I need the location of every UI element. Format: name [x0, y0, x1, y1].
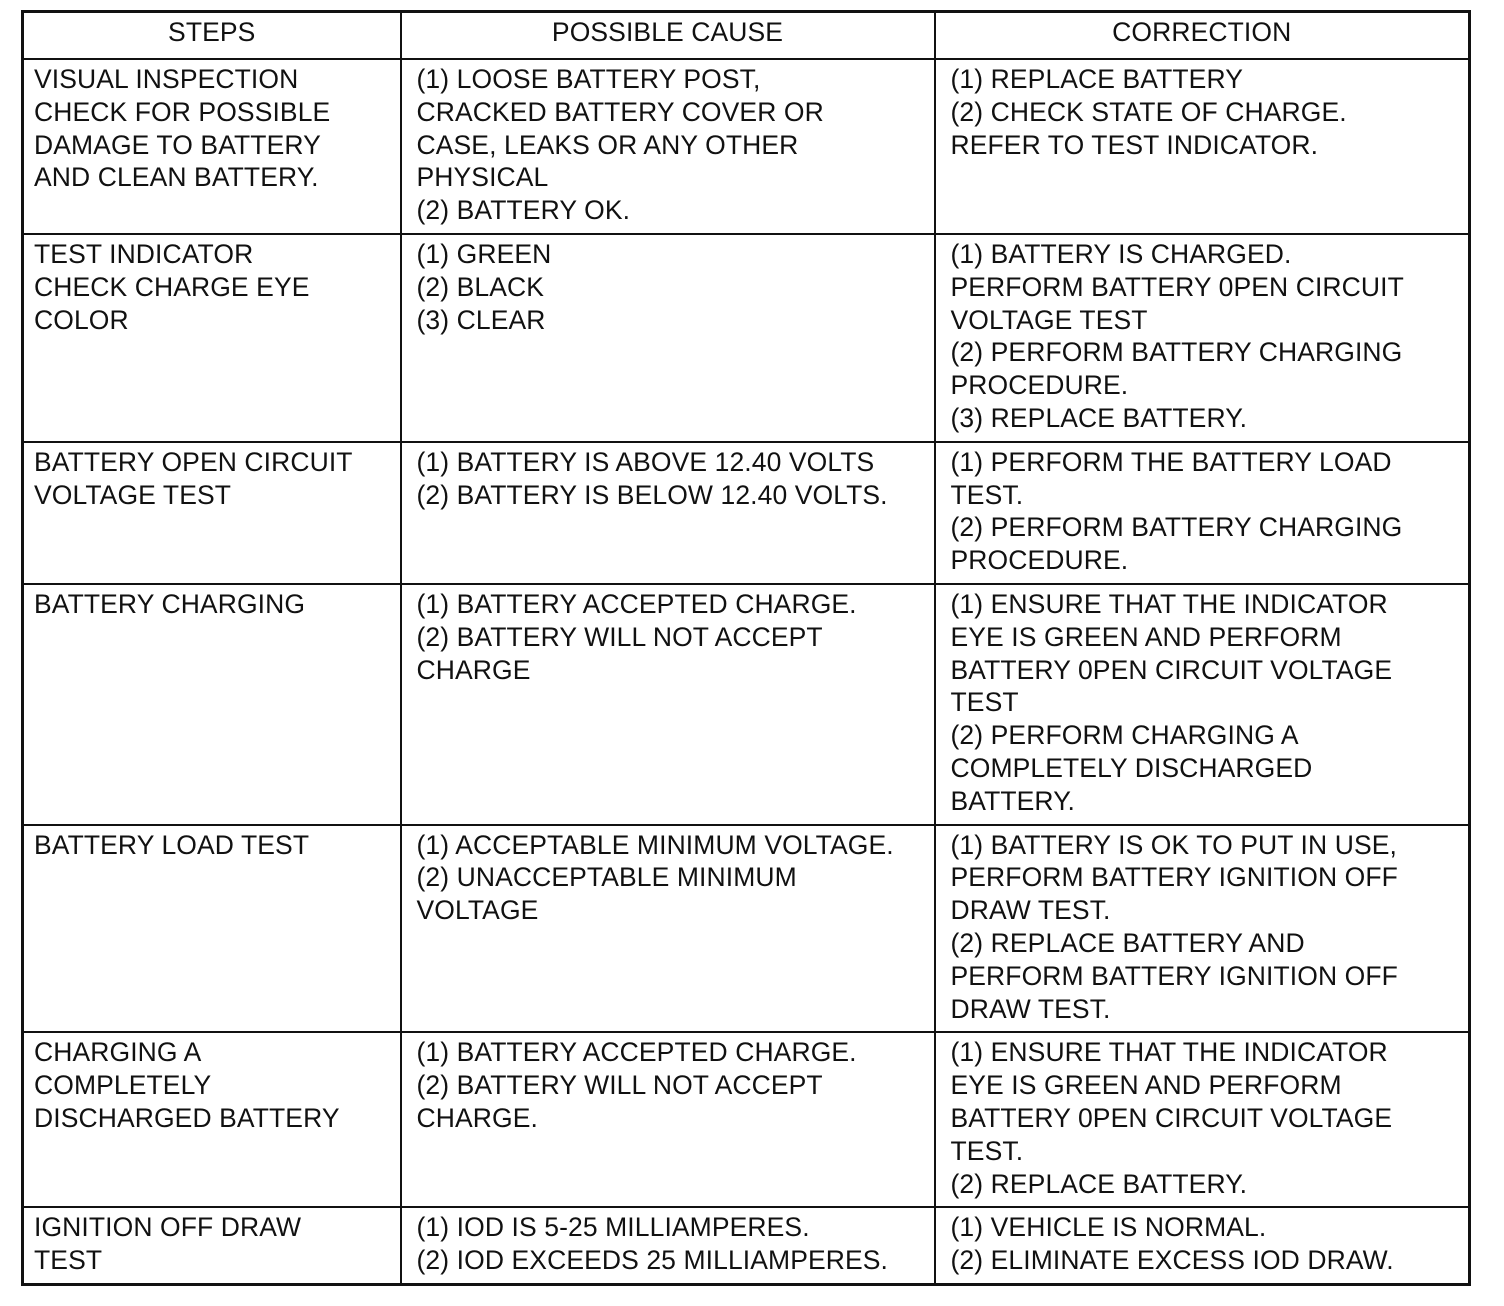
- table-row: [23, 1032, 1470, 1207]
- correction-line: PERFORM BATTERY 0PEN CIRCUIT: [950, 271, 1404, 302]
- correction-cell: [935, 825, 1470, 1033]
- step-cell: [23, 1032, 401, 1207]
- cause-line: (1) BATTERY ACCEPTED CHARGE.: [416, 1037, 857, 1068]
- correction-line: EYE IS GREEN AND PERFORM: [950, 621, 1342, 652]
- cause-line: (2) BATTERY IS BELOW 12.40 VOLTS.: [416, 479, 888, 510]
- correction-line: BATTERY 0PEN CIRCUIT VOLTAGE: [950, 1102, 1393, 1133]
- step-cell: [23, 442, 401, 584]
- cause-line: (2) BLACK: [416, 271, 545, 302]
- correction-line: (2) REPLACE BATTERY AND: [950, 927, 1305, 958]
- correction-line: TEST.: [950, 1135, 1024, 1166]
- table-row: [23, 59, 1470, 234]
- cause-line: (2) IOD EXCEEDS 25 MILLIAMPERES.: [416, 1245, 889, 1276]
- cause-line: (3) CLEAR: [416, 304, 546, 335]
- correction-line: EYE IS GREEN AND PERFORM: [950, 1070, 1342, 1101]
- correction-line: VOLTAGE TEST: [950, 304, 1148, 335]
- battery-diagnosis-table: [21, 10, 1471, 1286]
- cause-cell: [401, 1032, 935, 1207]
- header-row: [23, 12, 1470, 60]
- correction-line: (1) VEHICLE IS NORMAL.: [950, 1212, 1267, 1243]
- step-cell: [23, 59, 401, 234]
- correction-line: TEST.: [950, 479, 1024, 510]
- cause-cell: [401, 584, 935, 825]
- table-row: [23, 442, 1470, 584]
- cause-line: CHARGE.: [416, 1102, 538, 1133]
- correction-line: (1) REPLACE BATTERY: [950, 64, 1243, 94]
- correction-line: DRAW TEST.: [950, 993, 1111, 1024]
- correction-line: (1) BATTERY IS CHARGED.: [950, 238, 1292, 269]
- correction-line: (2) PERFORM BATTERY CHARGING: [950, 512, 1403, 543]
- step-line: CHECK FOR POSSIBLE: [34, 96, 331, 127]
- correction-line: (1) ENSURE THAT THE INDICATOR: [950, 588, 1388, 619]
- cause-line: (1) BATTERY ACCEPTED CHARGE.: [416, 588, 857, 619]
- correction-line: PROCEDURE.: [950, 370, 1129, 401]
- correction-cell: [935, 59, 1470, 234]
- correction-line: PROCEDURE.: [950, 545, 1129, 576]
- correction-line: (1) ENSURE THAT THE INDICATOR: [950, 1037, 1388, 1068]
- correction-line: (1) BATTERY IS OK TO PUT IN USE,: [950, 829, 1397, 860]
- header-steps: STEPS: [23, 12, 401, 60]
- step-line: IGNITION OFF DRAW: [34, 1212, 302, 1243]
- cause-cell: [401, 442, 935, 584]
- correction-cell: [935, 442, 1470, 584]
- header-correction: CORRECTION: [935, 12, 1470, 60]
- step-line: TEST: [34, 1245, 103, 1276]
- step-line: TEST INDICATOR: [34, 238, 254, 269]
- cause-line: (2) UNACCEPTABLE MINIMUM: [416, 862, 797, 893]
- cause-line: CASE, LEAKS OR ANY OTHER: [416, 129, 799, 160]
- cause-cell: [401, 234, 935, 442]
- correction-line: PERFORM BATTERY IGNITION OFF: [950, 862, 1398, 893]
- correction-line: PERFORM BATTERY IGNITION OFF: [950, 960, 1398, 991]
- correction-line: (2) CHECK STATE OF CHARGE.: [950, 96, 1347, 127]
- correction-cell: [935, 1207, 1470, 1284]
- step-cell: [23, 584, 401, 825]
- table-row: [23, 584, 1470, 825]
- cause-line: (1) IOD IS 5-25 MILLIAMPERES.: [416, 1212, 810, 1243]
- cause-line: (1) ACCEPTABLE MINIMUM VOLTAGE.: [416, 829, 894, 860]
- correction-line: (2) PERFORM BATTERY CHARGING: [950, 337, 1403, 368]
- cause-line: (1) BATTERY IS ABOVE 12.40 VOLTS: [416, 446, 875, 477]
- correction-line: BATTERY.: [950, 785, 1076, 816]
- step-line: CHARGING A: [34, 1037, 202, 1068]
- cause-line: (1) LOOSE BATTERY POST,: [416, 64, 761, 94]
- correction-cell: [935, 234, 1470, 442]
- correction-line: TEST: [950, 687, 1019, 718]
- cause-line: (1) GREEN: [416, 238, 552, 269]
- step-line: COLOR: [34, 304, 129, 335]
- cause-line: VOLTAGE: [416, 895, 539, 926]
- correction-cell: [935, 1032, 1470, 1207]
- step-cell: [23, 1207, 401, 1284]
- step-line: VISUAL INSPECTION: [34, 64, 299, 94]
- step-line: BATTERY CHARGING: [34, 588, 306, 619]
- correction-line: (2) REPLACE BATTERY.: [950, 1168, 1248, 1199]
- correction-line: DRAW TEST.: [950, 895, 1111, 926]
- table-row: [23, 1207, 1470, 1284]
- step-line: BATTERY OPEN CIRCUIT: [34, 446, 353, 477]
- correction-line: (2) PERFORM CHARGING A: [950, 720, 1299, 751]
- cause-line: PHYSICAL: [416, 162, 549, 193]
- step-line: VOLTAGE TEST: [34, 479, 232, 510]
- correction-line: (1) PERFORM THE BATTERY LOAD: [950, 446, 1392, 477]
- correction-line: COMPLETELY DISCHARGED: [950, 752, 1313, 783]
- table-row: [23, 825, 1470, 1033]
- step-line: CHECK CHARGE EYE: [34, 271, 310, 302]
- step-line: BATTERY LOAD TEST: [34, 829, 310, 860]
- correction-line: (2) ELIMINATE EXCESS IOD DRAW.: [950, 1245, 1394, 1276]
- cause-line: (2) BATTERY WILL NOT ACCEPT: [416, 621, 823, 652]
- cause-cell: [401, 825, 935, 1033]
- table-row: [23, 234, 1470, 442]
- cause-line: CRACKED BATTERY COVER OR: [416, 96, 824, 127]
- correction-line: (3) REPLACE BATTERY.: [950, 402, 1248, 433]
- cause-line: (2) BATTERY WILL NOT ACCEPT: [416, 1070, 823, 1101]
- step-line: DISCHARGED BATTERY: [34, 1102, 340, 1133]
- step-line: AND CLEAN BATTERY.: [34, 162, 319, 193]
- header-possible-cause: POSSIBLE CAUSE: [401, 12, 935, 60]
- correction-line: BATTERY 0PEN CIRCUIT VOLTAGE: [950, 654, 1393, 685]
- cause-line: CHARGE: [416, 654, 531, 685]
- step-line: DAMAGE TO BATTERY: [34, 129, 321, 160]
- step-cell: [23, 825, 401, 1033]
- correction-line: REFER TO TEST INDICATOR.: [950, 129, 1319, 160]
- step-cell: [23, 234, 401, 442]
- cause-cell: [401, 59, 935, 234]
- cause-line: (2) BATTERY OK.: [416, 195, 631, 226]
- cause-cell: [401, 1207, 935, 1284]
- step-line: COMPLETELY: [34, 1070, 212, 1101]
- correction-cell: [935, 584, 1470, 825]
